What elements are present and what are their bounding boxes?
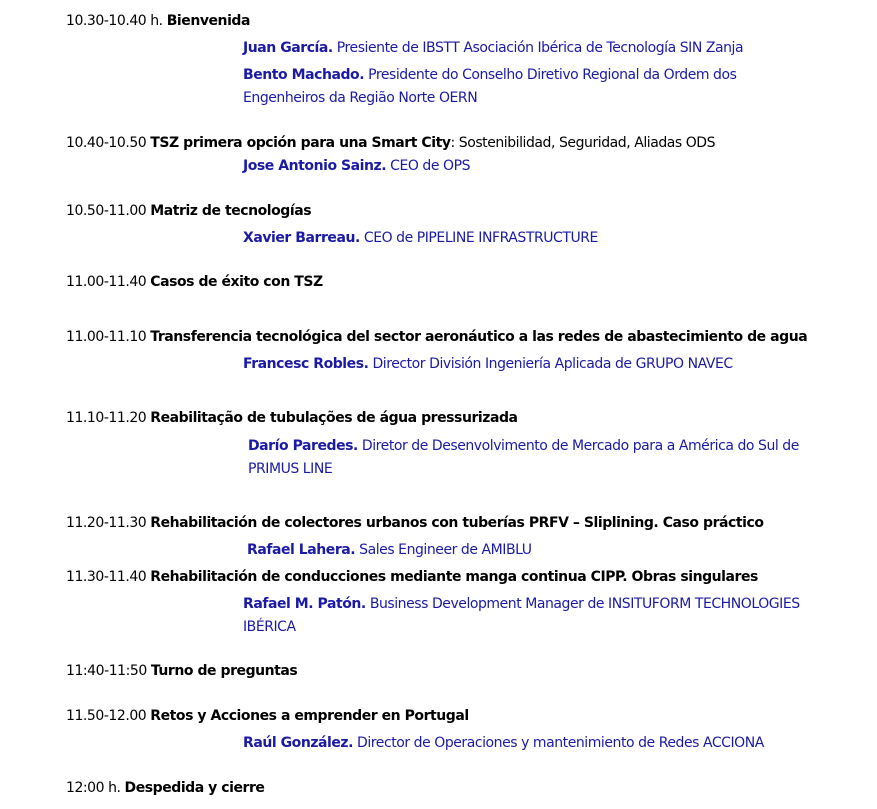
agenda-item-time-row [66, 514, 764, 532]
speaker-role: CEO de PIPELINE INFRASTRUCTURE [363, 230, 598, 246]
speaker-name: Raúl González. [243, 735, 353, 751]
session-title: TSZ primera opción para una Smart City [150, 135, 451, 151]
agenda-item-time-row [66, 779, 264, 797]
agenda-item-time-row [66, 568, 758, 586]
agenda-item-time-row [66, 273, 323, 291]
speaker-row [243, 734, 764, 752]
speaker-name: Darío Paredes. [248, 438, 358, 454]
session-time: 11.00-11.10 [66, 329, 147, 345]
agenda-item-time-row [66, 134, 715, 152]
speaker-row [243, 39, 743, 57]
agenda-item-time-row [66, 409, 518, 427]
agenda-item-time-row [66, 707, 469, 725]
speaker-name: Bento Machado. [243, 67, 365, 83]
session-time: 10.50-11.00 [66, 203, 147, 219]
session-time: 10.30-10.40 h. [66, 13, 163, 29]
speaker-role: Sales Engineer de AMIBLU [359, 542, 532, 558]
session-title: Despedida y cierre [124, 780, 265, 796]
session-title: Turno de preguntas [150, 663, 298, 679]
speaker-name: Francesc Robles. [243, 356, 369, 372]
speaker-role: CEO de OPS [390, 158, 471, 174]
session-time: 10.40-10.50 [66, 135, 147, 151]
session-title: Reabilitação de tubulações de água pressurizada [150, 410, 518, 426]
session-title: Matriz de tecnologías [150, 203, 312, 219]
speaker-role: Diretor de Desenvolvimento de Mercado para a América do Sul de [361, 438, 799, 454]
speaker-name: Jose Antonio Sainz. [243, 158, 387, 174]
session-subtitle: : Sostenibilidad, Seguridad, Aliadas ODS [450, 135, 716, 151]
session-time: 11.20-11.30 [66, 515, 147, 531]
session-time: 12:00 h. [66, 780, 121, 796]
speaker-role-continued: Engenheiros da Região Norte OERN [243, 90, 478, 106]
session-title: Rehabilitación de colectores urbanos con tuberías PRFV – Sliplining. Caso práctico [150, 515, 764, 531]
speaker-row [248, 437, 799, 455]
speaker-name: Juan García. [243, 40, 333, 56]
session-time: 11.50-12.00 [66, 708, 147, 724]
speaker-row [243, 66, 736, 84]
speaker-role: Presidente do Conselho Diretivo Regional da Ordem dos [368, 67, 737, 83]
agenda-item-time-row [66, 202, 311, 220]
speaker-row [243, 229, 598, 247]
session-time: 11.10-11.20 [66, 410, 147, 426]
speaker-row [243, 157, 470, 175]
speaker-role: Business Development Manager de INSITUFORM TECHNOLOGIES [369, 596, 800, 612]
session-title: Rehabilitación de conducciones mediante manga continua CIPP. Obras singulares [150, 569, 758, 585]
session-title: Bienvenida [166, 13, 250, 29]
speaker-role-continued: IBÉRICA [243, 619, 296, 635]
agenda-item-time-row [66, 12, 250, 30]
session-time: 11:40-11:50 [66, 663, 147, 679]
speaker-row [243, 595, 800, 613]
speaker-row [247, 541, 532, 559]
session-time: 11.30-11.40 [66, 569, 147, 585]
speaker-role: Presiente de IBSTT Asociación Ibérica de Tecnología SIN Zanja [336, 40, 744, 56]
agenda-item-time-row [66, 328, 807, 346]
session-time: 11.00-11.40 [66, 274, 147, 290]
speaker-role: Director de Operaciones y mantenimiento de Redes ACCIONA [357, 735, 764, 751]
speaker-role: Director División Ingeniería Aplicada de GRUPO NAVEC [372, 356, 733, 372]
session-title: Transferencia tecnológica del sector aeronáutico a las redes de abastecimiento de agua [150, 329, 808, 345]
speaker-name: Rafael Lahera. [247, 542, 356, 558]
speaker-role-continued: PRIMUS LINE [248, 461, 333, 477]
speaker-name: Rafael M. Patón. [243, 596, 366, 612]
session-title: Casos de éxito con TSZ [150, 274, 323, 290]
speaker-row [243, 355, 733, 373]
agenda-item-time-row [66, 662, 297, 680]
speaker-name: Xavier Barreau. [243, 230, 360, 246]
session-title: Retos y Acciones a emprender en Portugal [150, 708, 469, 724]
